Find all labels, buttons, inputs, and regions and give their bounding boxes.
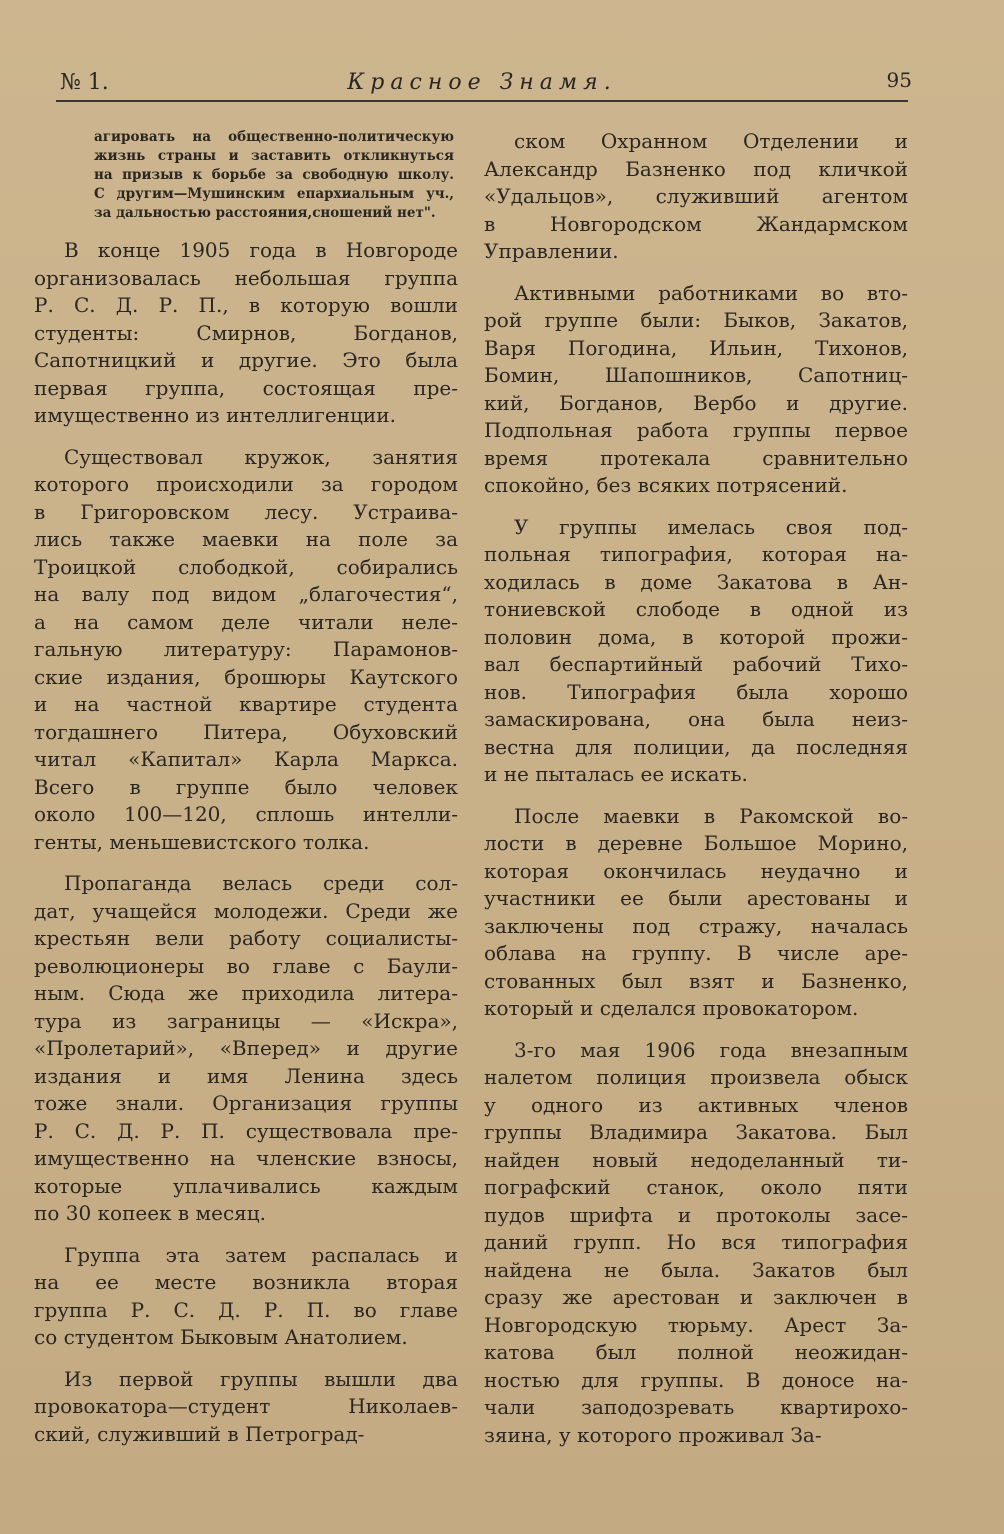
text-line: кий, Богданов, Вербо и другие. bbox=[484, 390, 908, 415]
paragraph bbox=[34, 1242, 458, 1352]
text-line: на валу под видом „благочестия“, bbox=[34, 582, 458, 606]
text-line: «Удальцов», служивший агентом bbox=[484, 184, 908, 208]
text-line: Подпольная работа группы первое bbox=[484, 418, 908, 442]
text-line: стованных был взят и Базненко, bbox=[484, 968, 908, 993]
text-line: вал беспартийный рабочий Тихо- bbox=[484, 652, 908, 676]
paragraph bbox=[484, 803, 908, 1023]
text-line: которые уплачивались каждым bbox=[34, 1173, 458, 1198]
text-line: и не пыталась ее искать. bbox=[484, 762, 748, 786]
text-line: облава на группу. В числе аре- bbox=[484, 941, 908, 965]
text-line: Р. С. Д. Р. П. существовала пре- bbox=[34, 1118, 458, 1143]
text-line: тогдашнего Питера, Обуховский bbox=[34, 719, 458, 744]
text-line: У группы имелась своя под- bbox=[514, 514, 908, 539]
text-line: участники ее были арестованы и bbox=[484, 886, 908, 910]
text-line: провокатора—студент Николаев- bbox=[34, 1394, 458, 1418]
text-line: имущественно из интеллигенции. bbox=[34, 403, 396, 427]
text-line: тура из заграницы — «Искра», bbox=[34, 1008, 458, 1033]
text-line: Сапотницкий и другие. Это была bbox=[34, 348, 458, 372]
text-line: на ее месте возникла вторая bbox=[34, 1270, 458, 1294]
right-column-text bbox=[484, 128, 908, 1449]
text-line: студенты: Смирнов, Богданов, bbox=[34, 320, 458, 345]
paragraph bbox=[34, 1366, 458, 1449]
paragraph bbox=[484, 280, 908, 500]
text-line: нов. Типография была хорошо bbox=[484, 679, 908, 704]
text-line: найдена не была. Закатов был bbox=[484, 1257, 908, 1282]
text-line: со студентом Быковым Анатолием. bbox=[34, 1325, 408, 1349]
text-line: Существовал кружок, занятия bbox=[64, 444, 458, 469]
text-line: Активными работниками во вто- bbox=[514, 280, 908, 305]
text-line: чали заподозревать квартирохо- bbox=[484, 1395, 908, 1419]
text-line: пудов шрифта и протоколы засе- bbox=[484, 1202, 908, 1227]
text-line: лости в деревне Большое Морино, bbox=[484, 831, 908, 855]
quote-line: на призыв к борьбе за свободную школу. bbox=[94, 167, 454, 183]
text-line: польная типография, которая на- bbox=[484, 542, 908, 566]
running-header bbox=[56, 68, 912, 102]
text-line: Всего в группе было человек bbox=[34, 774, 458, 799]
text-line: и на частной квартире студента bbox=[34, 692, 458, 716]
text-line: организовалась небольшая группа bbox=[34, 265, 458, 290]
text-line: сразу же арестован и заключен в bbox=[484, 1285, 908, 1309]
right-column bbox=[484, 128, 908, 1463]
text-line: Из первой группы вышли два bbox=[64, 1366, 458, 1391]
text-line: который и сделался провокатором. bbox=[484, 996, 859, 1020]
text-line: Александр Базненко под кличкой bbox=[484, 156, 908, 181]
text-line: Управлении. bbox=[484, 239, 619, 263]
text-line: время протекала сравнительно bbox=[484, 445, 908, 470]
text-line: ностью для группы. В доносе на- bbox=[484, 1367, 908, 1392]
left-column-text bbox=[34, 237, 458, 1448]
text-line: Троицкой слободкой, собирались bbox=[34, 554, 458, 579]
paragraph bbox=[34, 237, 458, 430]
text-line: по 30 копеек в месяц. bbox=[34, 1201, 266, 1225]
paragraph bbox=[484, 128, 908, 266]
text-line: спокойно, без всяких потрясений. bbox=[484, 473, 848, 497]
text-line: 3-го мая 1906 года внезапным bbox=[514, 1037, 908, 1062]
text-line: которая окончилась неудачно и bbox=[484, 858, 908, 883]
text-line: гальную литературу: Парамонов- bbox=[34, 637, 458, 661]
text-line: катова был полной неожидан- bbox=[484, 1340, 908, 1364]
text-line: тониевской слободе в одной из bbox=[484, 597, 908, 621]
quote-line: жизнь страны и заставить откликнуться bbox=[94, 148, 454, 164]
text-line: рой группе были: Быков, Закатов, bbox=[484, 308, 908, 332]
text-line: найден новый недоделанный ти- bbox=[484, 1147, 908, 1172]
text-line: группа Р. С. Д. Р. П. во главе bbox=[34, 1297, 458, 1322]
text-line: а на самом деле читали неле- bbox=[34, 609, 458, 634]
text-line: которого происходили за городом bbox=[34, 472, 458, 496]
text-line: ходилась в доме Закатова в Ан- bbox=[484, 569, 908, 594]
issue-number: № 1. bbox=[60, 70, 109, 95]
text-line: издания и имя Ленина здесь bbox=[34, 1063, 458, 1088]
text-line: В конце 1905 года в Новгороде bbox=[64, 238, 458, 262]
text-line: революционеры во главе с Баули- bbox=[34, 953, 458, 978]
text-line: имущественно на членские взносы, bbox=[34, 1146, 458, 1170]
text-line: замаскирована, она была неиз- bbox=[484, 707, 908, 731]
text-line: первая группа, состоящая пре- bbox=[34, 375, 458, 400]
text-line: Р. С. Д. Р. П., в которую вошли bbox=[34, 293, 458, 317]
text-line: ские издания, брошюры Каутского bbox=[34, 664, 458, 689]
text-line: ский, служивший в Петроград- bbox=[34, 1421, 365, 1446]
text-line: вестна для полиции, да последняя bbox=[484, 734, 908, 759]
text-line: генты, меньшевистского толка. bbox=[34, 829, 370, 854]
left-column bbox=[34, 128, 458, 1462]
text-line: ным. Сюда же приходила литера- bbox=[34, 981, 458, 1005]
quote-line: за дальностью расстояния,сношений нет". bbox=[94, 205, 436, 221]
paragraph bbox=[484, 514, 908, 789]
text-line: читал «Капитал» Карла Маркса. bbox=[34, 747, 458, 771]
text-line: ском Охранном Отделении и bbox=[514, 129, 908, 153]
text-line: Варя Погодина, Ильин, Тихонов, bbox=[484, 335, 908, 360]
journal-title: Красное Знамя. bbox=[347, 70, 617, 95]
text-line: Пропаганда велась среди сол- bbox=[64, 871, 458, 895]
paragraph bbox=[34, 444, 458, 857]
text-line: заключены под стражу, началась bbox=[484, 913, 908, 938]
text-line: Бомин, Шапошников, Сапотниц- bbox=[484, 363, 908, 387]
text-line: в Григоровском лесу. Устраива- bbox=[34, 499, 458, 524]
text-line: у одного из активных членов bbox=[484, 1092, 908, 1117]
text-line: тоже знали. Организация группы bbox=[34, 1091, 458, 1115]
quote-block bbox=[94, 128, 454, 223]
text-line: зяина, у которого проживал За- bbox=[484, 1422, 822, 1447]
text-line: крестьян вели работу социалисты- bbox=[34, 926, 458, 950]
text-line: даний групп. Но вся типография bbox=[484, 1230, 908, 1254]
page-number: 95 bbox=[886, 68, 912, 92]
text-line: Группа эта затем распалась и bbox=[64, 1242, 458, 1267]
text-line: половин дома, в которой прожи- bbox=[484, 624, 908, 649]
text-line: Новгородскую тюрьму. Арест За- bbox=[484, 1312, 908, 1337]
quote-line: С другим—Мушинским епархиальным уч., bbox=[94, 186, 454, 202]
text-line: около 100—120, сплошь интелли- bbox=[34, 802, 458, 826]
text-line: «Пролетарий», «Вперед» и другие bbox=[34, 1036, 458, 1060]
text-line: лись также маевки на поле за bbox=[34, 527, 458, 551]
paragraph bbox=[484, 1037, 908, 1450]
quote-line: агировать на общественно-политическую bbox=[94, 129, 454, 145]
text-line: дат, учащейся молодежи. Среди же bbox=[34, 898, 458, 923]
text-line: После маевки в Ракомской во- bbox=[514, 803, 908, 828]
paragraph bbox=[34, 870, 458, 1228]
text-line: налетом полиция произвела обыск bbox=[484, 1065, 908, 1089]
text-line: группы Владимира Закатова. Был bbox=[484, 1120, 908, 1144]
text-line: в Новгородском Жандармском bbox=[484, 211, 908, 236]
text-line: пографский станок, около пяти bbox=[484, 1175, 908, 1199]
